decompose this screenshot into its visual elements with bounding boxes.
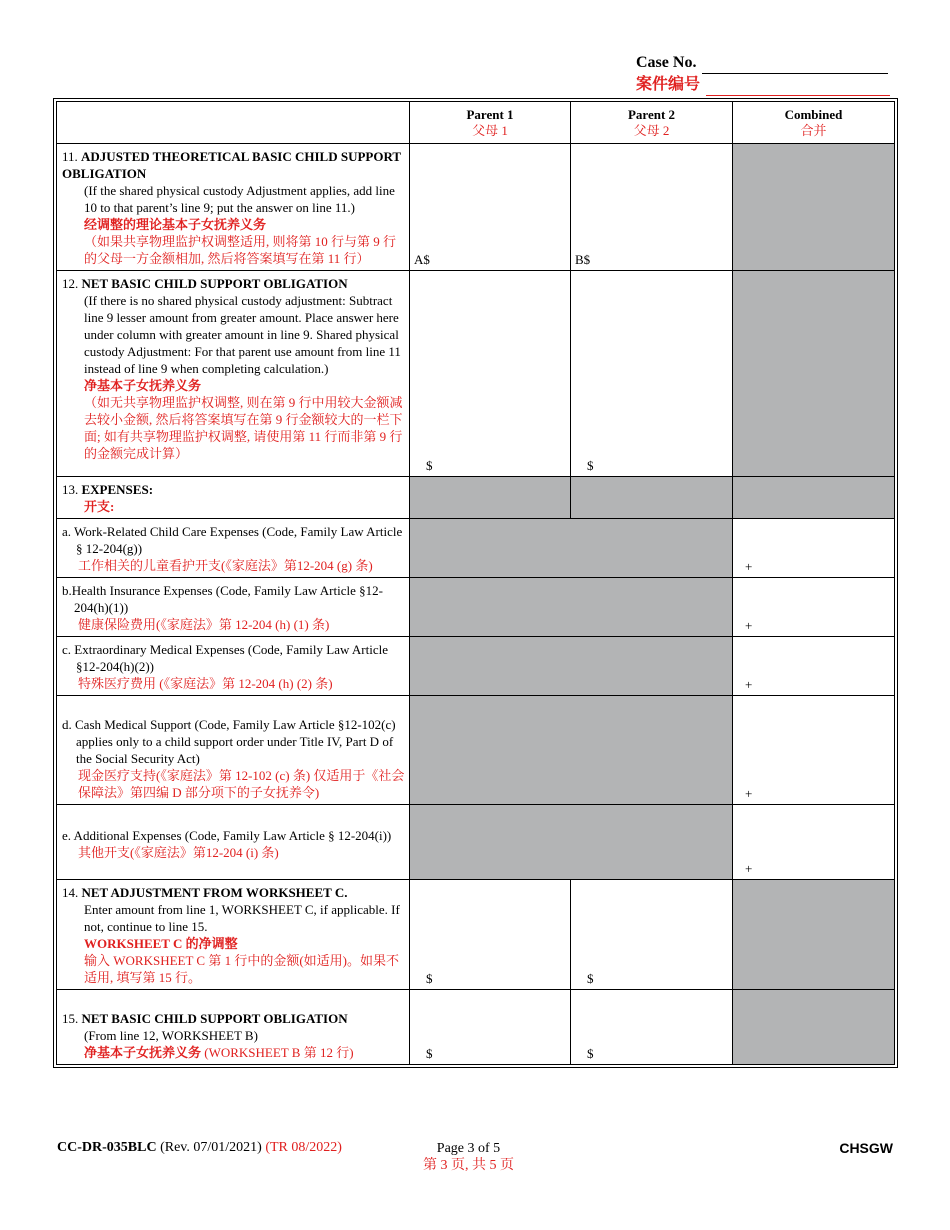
- line12-note-zh: （如无共享物理监护权调整, 则在第 9 行中用较大金额减去较小金额, 然后将答案填写在第 9 行金额较大的一栏下面; 如有共享物理监护权调整, 请使用第 11 行而非第 9 行的金额完成计算）: [84, 395, 403, 461]
- expense-b-description: [57, 578, 410, 637]
- line12-number: 12.: [62, 276, 79, 291]
- page-number: Page 3 of 5: [436, 1141, 501, 1156]
- line13-description: [57, 477, 410, 519]
- header-combined: [733, 102, 895, 144]
- line15-combined-shaded: [733, 990, 895, 1065]
- line12-title-zh: 净基本子女抚养义务: [84, 378, 202, 393]
- header-blank: [57, 102, 410, 144]
- line13-parent2-shaded: [571, 477, 733, 519]
- form-id: CC-DR-035BLC: [57, 1140, 157, 1155]
- expense-c-plus: +: [745, 677, 753, 692]
- row-expense-a: [57, 519, 895, 578]
- expense-d-text: d. Cash Medical Support (Code, Family Law Article §12-102(c) applies only to a child support order under Title IV, Part D of the Social Security Act): [62, 717, 396, 766]
- case-no-label-zh: 案件编号: [636, 76, 701, 93]
- expense-e-plus: +: [745, 861, 753, 876]
- expense-a-description: [57, 519, 410, 578]
- expense-d-description: [57, 696, 410, 805]
- row-line-11: [57, 144, 895, 271]
- line12-description: [57, 271, 410, 477]
- line13-title: EXPENSES:: [81, 482, 154, 497]
- header-parent2: [571, 102, 733, 144]
- parent1-label: Parent 1: [466, 106, 514, 122]
- line14-combined-shaded: [733, 880, 895, 990]
- case-number-block: [636, 52, 890, 96]
- parent2-label-zh: 父母 2: [633, 122, 670, 138]
- row-line-13: [57, 477, 895, 519]
- page-number-zh: 第 3 页, 共 5 页: [423, 1158, 514, 1173]
- combined-label: Combined: [784, 106, 843, 122]
- expense-e-parents-shaded: [410, 805, 733, 880]
- case-no-field-zh[interactable]: [706, 79, 890, 96]
- translation-revision: (TR 08/2022): [265, 1140, 342, 1155]
- expense-c-description: [57, 637, 410, 696]
- line12-note: (If there is no shared physical custody adjustment: Subtract line 9 lesser amount from greater amount. Place answer here under column with greater amount in line 9. Shared physical custody Adjustment: For that parent use amount from line 11 instead of line 9 when completing calculation.): [84, 293, 401, 376]
- line11-description: [57, 144, 410, 271]
- expense-b-combined-amount[interactable]: [733, 578, 895, 637]
- expense-e-text: e. Additional Expenses (Code, Family Law Article § 12-204(i)): [62, 828, 392, 843]
- row-line-15: [57, 990, 895, 1065]
- line11-note: (If the shared physical custody Adjustment applies, add line 10 to that parent’s line 9; put the answer on line 11.): [84, 183, 395, 215]
- expense-c-text-zh: 特殊医疗费用 (《家庭法》第 12-204 (h) (2) 条): [78, 676, 333, 691]
- line13-combined-shaded: [733, 477, 895, 519]
- expense-b-plus: +: [745, 618, 753, 633]
- line11-title-zh: 经调整的理论基本子女抚养义务: [84, 217, 267, 232]
- combined-label-zh: 合并: [800, 122, 827, 138]
- line11-parent2-amount[interactable]: [571, 144, 733, 271]
- line14-number: 14.: [62, 885, 79, 900]
- expense-d-parents-shaded: [410, 696, 733, 805]
- form-id-block: [57, 1140, 342, 1156]
- line15-title: NET BASIC CHILD SUPPORT OBLIGATION: [81, 1011, 348, 1026]
- row-line-14: [57, 880, 895, 990]
- form-code: CHSGW: [839, 1140, 893, 1156]
- line14-title-zh: WORKSHEET C 的净调整: [84, 936, 238, 951]
- line14-title: NET ADJUSTMENT FROM WORKSHEET C.: [81, 885, 348, 900]
- expense-c-parents-shaded: [410, 637, 733, 696]
- line11-p2-prefix: B$: [575, 252, 591, 267]
- header-row: [57, 102, 895, 144]
- line15-parent2-amount[interactable]: [571, 990, 733, 1065]
- line13-title-zh: 开支:: [84, 499, 115, 514]
- line12-p2-prefix: $: [587, 458, 594, 473]
- parent1-label-zh: 父母 1: [472, 122, 508, 138]
- expense-a-parents-shaded: [410, 519, 733, 578]
- expense-a-text: a. Work-Related Child Care Expenses (Code, Family Law Article § 12-204(g)): [62, 524, 403, 556]
- expense-d-combined-amount[interactable]: [733, 696, 895, 805]
- row-line-12: [57, 271, 895, 477]
- line11-combined-shaded: [733, 144, 895, 271]
- line14-p2-prefix: $: [587, 971, 594, 986]
- line15-note: (From line 12, WORKSHEET B): [84, 1028, 258, 1043]
- expense-d-text-zh: 现金医疗支持(《家庭法》第 12-102 (c) 条) 仅适用于《社会保障法》第四编 D 部分项下的子女抚养令): [78, 768, 405, 800]
- line12-parent2-amount[interactable]: [571, 271, 733, 477]
- expense-b-parents-shaded: [410, 578, 733, 637]
- form-revision: (Rev. 07/01/2021): [160, 1140, 262, 1155]
- line14-description: [57, 880, 410, 990]
- case-no-label: Case No.: [636, 54, 697, 71]
- line15-p2-prefix: $: [587, 1046, 594, 1061]
- row-expense-b: [57, 578, 895, 637]
- line13-number: 13.: [62, 482, 79, 497]
- line14-note: Enter amount from line 1, WORKSHEET C, if applicable. If not, continue to line 15.: [84, 902, 400, 934]
- line15-number: 15.: [62, 1011, 79, 1026]
- expense-b-text: b.Health Insurance Expenses (Code, Family Law Article §12-204(h)(1)): [62, 583, 383, 615]
- line14-p1-prefix: $: [426, 971, 433, 986]
- line14-note-zh: 输入 WORKSHEET C 第 1 行中的金额(如适用)。如果不适用, 填写第 15 行。: [84, 953, 400, 985]
- expense-e-combined-amount[interactable]: [733, 805, 895, 880]
- line12-combined-shaded: [733, 271, 895, 477]
- expense-a-text-zh: 工作相关的儿童看护开支(《家庭法》第12-204 (g) 条): [78, 558, 373, 573]
- expense-c-combined-amount[interactable]: [733, 637, 895, 696]
- line11-note-zh: （如果共享物理监护权调整适用, 则将第 10 行与第 9 行的父母一方金额相加, 然后将答案填写在第 11 行）: [84, 234, 397, 266]
- line15-parent1-amount[interactable]: [410, 990, 571, 1065]
- line12-title: NET BASIC CHILD SUPPORT OBLIGATION: [81, 276, 348, 291]
- line11-number: 11.: [62, 149, 78, 164]
- line12-parent1-amount[interactable]: [410, 271, 571, 477]
- worksheet-table: [56, 101, 895, 1065]
- expense-c-text: c. Extraordinary Medical Expenses (Code, Family Law Article §12-204(h)(2)): [62, 642, 388, 674]
- parent2-label: Parent 2: [627, 106, 676, 122]
- line12-p1-prefix: $: [426, 458, 433, 473]
- row-expense-e: [57, 805, 895, 880]
- line14-parent2-amount[interactable]: [571, 880, 733, 990]
- line13-parent1-shaded: [410, 477, 571, 519]
- line15-note-zh: (WORKSHEET B 第 12 行): [204, 1045, 354, 1060]
- line11-parent1-amount[interactable]: [410, 144, 571, 271]
- line11-title: ADJUSTED THEORETICAL BASIC CHILD SUPPORT OBLIGATION: [62, 149, 401, 181]
- expense-a-plus: +: [745, 559, 753, 574]
- line15-p1-prefix: $: [426, 1046, 433, 1061]
- row-expense-d: [57, 696, 895, 805]
- case-no-field[interactable]: [702, 57, 888, 74]
- line14-parent1-amount[interactable]: [410, 880, 571, 990]
- expense-b-text-zh: 健康保险费用(《家庭法》第 12-204 (h) (1) 条): [78, 617, 330, 632]
- expense-e-text-zh: 其他开支(《家庭法》第12-204 (i) 条): [78, 845, 279, 860]
- header-parent1: [410, 102, 571, 144]
- line11-p1-prefix: A$: [414, 252, 430, 267]
- line15-title-zh: 净基本子女抚养义务: [84, 1045, 202, 1060]
- expense-a-combined-amount[interactable]: [733, 519, 895, 578]
- page-number-block: [423, 1140, 514, 1174]
- line15-description: [57, 990, 410, 1065]
- expense-e-description: [57, 805, 410, 880]
- expense-d-plus: +: [745, 786, 753, 801]
- row-expense-c: [57, 637, 895, 696]
